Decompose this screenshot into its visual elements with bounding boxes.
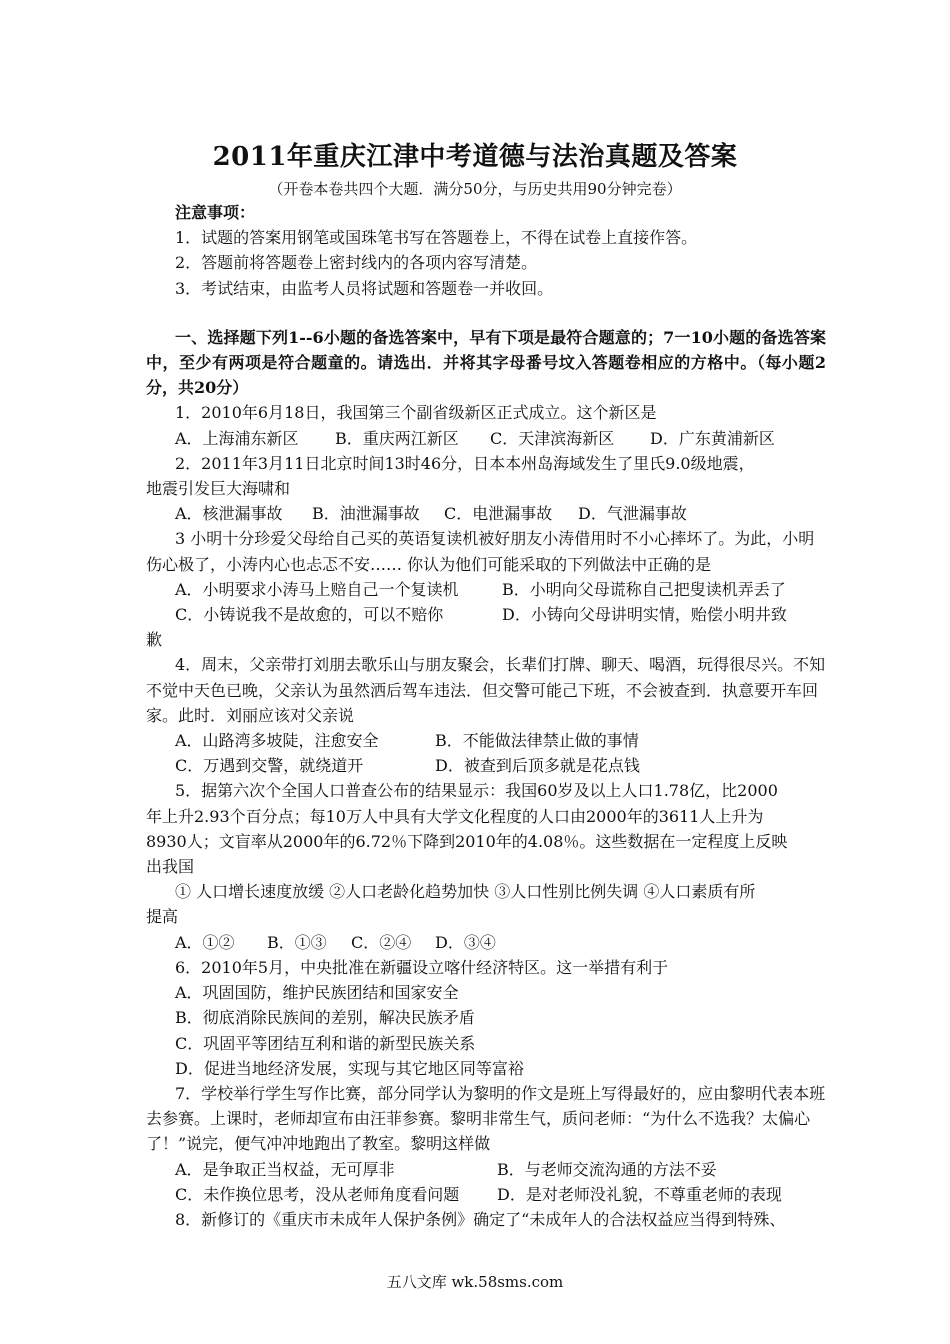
q5-stem-line4: 出我国	[146, 857, 195, 877]
section-gap	[146, 301, 826, 325]
q4-options-cd	[146, 753, 826, 778]
notice-item-2: 2．答题前将答题卷上密封线内的各项内容写清楚。	[175, 253, 538, 273]
q6-option-c: C．巩固平等团结互利和谐的新型民族关系	[175, 1033, 476, 1053]
q6-option-a: A．巩固国防，维护民族团结和国家安全	[175, 983, 459, 1003]
q3-option-c: C．小铸说我不是故愈的，可以不赔你	[175, 605, 444, 625]
q2-options	[146, 501, 826, 526]
q6-option-b: B．彻底消除民族间的差别，解决民族矛盾	[175, 1008, 475, 1028]
q4-options-ab	[146, 728, 826, 753]
footer-watermark: 五八文库 wk.58sms.com	[386, 1273, 564, 1291]
q8-stem: 8．新修订的《重庆市未成年人保护条例》确定了“未成年人的合法权益应当得到特殊、	[175, 1209, 786, 1229]
q2-option-a: A．核泄漏事故	[175, 504, 283, 524]
q1-stem: 1．2010年6月18日，我国第三个副省级新区正式成立。这个新区是	[175, 403, 657, 423]
q1-option-a: A．上海浦东新区	[175, 428, 299, 448]
q5-stem-line3: 8930人；文盲率从2000年的6.72％下降到2010年的4.08％。这些数据在一定程度上反映	[146, 831, 788, 851]
notice-item-1: 1．试题的答案用钢笔或国珠笔书写在答题卷上，不得在试卷上直接作答。	[175, 228, 698, 248]
q3-option-a: A．小明要求小涛马上赔自己一个复读机	[175, 579, 459, 599]
q7-option-c: C．未作换位思考，没从老师角度看问题	[175, 1184, 460, 1204]
q2-stem-line2: 地震引发巨大海啸和	[146, 479, 291, 499]
q3-option-d-line2: 歉	[146, 630, 163, 650]
section1-heading: 一、选择题下列1--6小题的备选答案中，早有下项是最符合题意的；7一10小题的备选答案中，至少有两项是符合题童的。请选出．并将其字母番号坟入答题卷相应的方格中。（每小题2分，共20分）	[146, 327, 826, 398]
exam-content	[146, 200, 826, 1232]
q5-option-d: D．③④	[435, 932, 496, 952]
q4-option-d: D．被查到后顶多就是花点钱	[435, 756, 640, 776]
q7-option-d: D．是对老师没礼貌，不尊重老师的表现	[497, 1184, 782, 1204]
q5-stem-line1: 5．据第六次个全国人口普查公布的结果显示：我国60岁及以上人口1.78亿，比2000	[175, 781, 778, 801]
q7-option-b: B．与老师交流沟通的方法不妥	[497, 1159, 717, 1179]
q5-option-c: C．②④	[351, 932, 412, 952]
q7-options-ab	[146, 1157, 826, 1182]
q6-option-d: D．促进当地经济发展，实现与其它地区同等富裕	[175, 1058, 524, 1078]
q4-stem: 4．周末，父亲带打刘朋去歌乐山与朋友聚会，长辈们打牌、聊天、喝酒，玩得很尽兴。不知不觉中天色已晚，父亲认为虽然洒后驾车违法．但交警可能己下班，不会被查到．执意要开车回家。此时．刘丽应该对父亲说	[146, 655, 826, 725]
q4-option-b: B．不能做法律禁止做的事情	[435, 731, 639, 751]
notice-item-3: 3．考试结束，由监考人员将试题和答题卷一并收回。	[175, 278, 554, 298]
q1-option-d: D．广东黄浦新区	[650, 428, 775, 448]
q5-statements-line1: ① 人口增长速度放缓 ②人口老龄化趋势加快 ③人口性别比例失调 ④人口素质有所	[175, 882, 756, 902]
q5-statements-line2: 提高	[146, 907, 179, 927]
q7-option-a: A．是争取正当权益，无可厚非	[175, 1159, 395, 1179]
q7-stem: 7．学校举行学生写作比赛，部分同学认为黎明的作文是班上写得最好的，应由黎明代表本班去参赛。上课时，老师却宣布由汪菲参赛。黎明非常生气，质问老师：“为什么不选我？太偏心了！”说完，便气冲冲地跑出了教室。黎明这样做	[146, 1083, 826, 1154]
q7-options-cd	[146, 1182, 826, 1207]
q2-option-d: D．气泄漏事故	[578, 504, 687, 524]
q2-stem-line1: 2．2011年3月11日北京时间13时46分，日本本州岛海域发生了里氏9.0级地震，	[175, 453, 755, 473]
q3-option-b: B．小明向父母谎称自己把叟读机弄丢了	[502, 579, 786, 599]
q3-stem: 3 小明十分珍爱父母给自己买的英语复读机被好朋友小涛借用时不小心摔坏了。为此，小明伤心极了，小涛内心也忐忑不安…… 你认为他们可能采取的下列做法中正确的是	[146, 529, 815, 574]
q5-stem-line2: 年上升2.93个百分点；每10万人中具有大学文化程度的人口由2000年的3611人上升为	[146, 806, 764, 826]
q3-options-ab	[146, 577, 826, 602]
exam-title: 2011年重庆江津中考道德与法治真题及答案	[212, 142, 738, 172]
q6-stem: 6．2010年5月，中央批准在新疆设立喀什经济特区。这一举措有利于	[175, 957, 669, 977]
notice-heading: 注意事项：	[175, 203, 256, 222]
q2-option-c: C．电泄漏事故	[444, 504, 553, 524]
q3-option-d-line1: D．小铸向父母讲明实情，贻偿小明井致	[502, 605, 787, 625]
q5-options	[146, 930, 826, 955]
q1-options	[146, 426, 826, 451]
q4-option-a: A．山路湾多坡陡，注愈安全	[175, 731, 379, 751]
q1-option-c: C．天津滨海新区	[490, 428, 615, 448]
q3-options-cd	[146, 602, 826, 627]
q1-option-b: B．重庆两江新区	[335, 428, 459, 448]
exam-subtitle: （开卷本卷共四个大题．满分50分，与历史共用90分钟完卷）	[268, 180, 682, 198]
q4-option-c: C．万遇到交警，就绕道开	[175, 756, 364, 776]
q5-option-b: B．①③	[267, 932, 327, 952]
q5-option-a: A．①②	[175, 932, 235, 952]
q2-option-b: B．油泄漏事故	[312, 504, 420, 524]
